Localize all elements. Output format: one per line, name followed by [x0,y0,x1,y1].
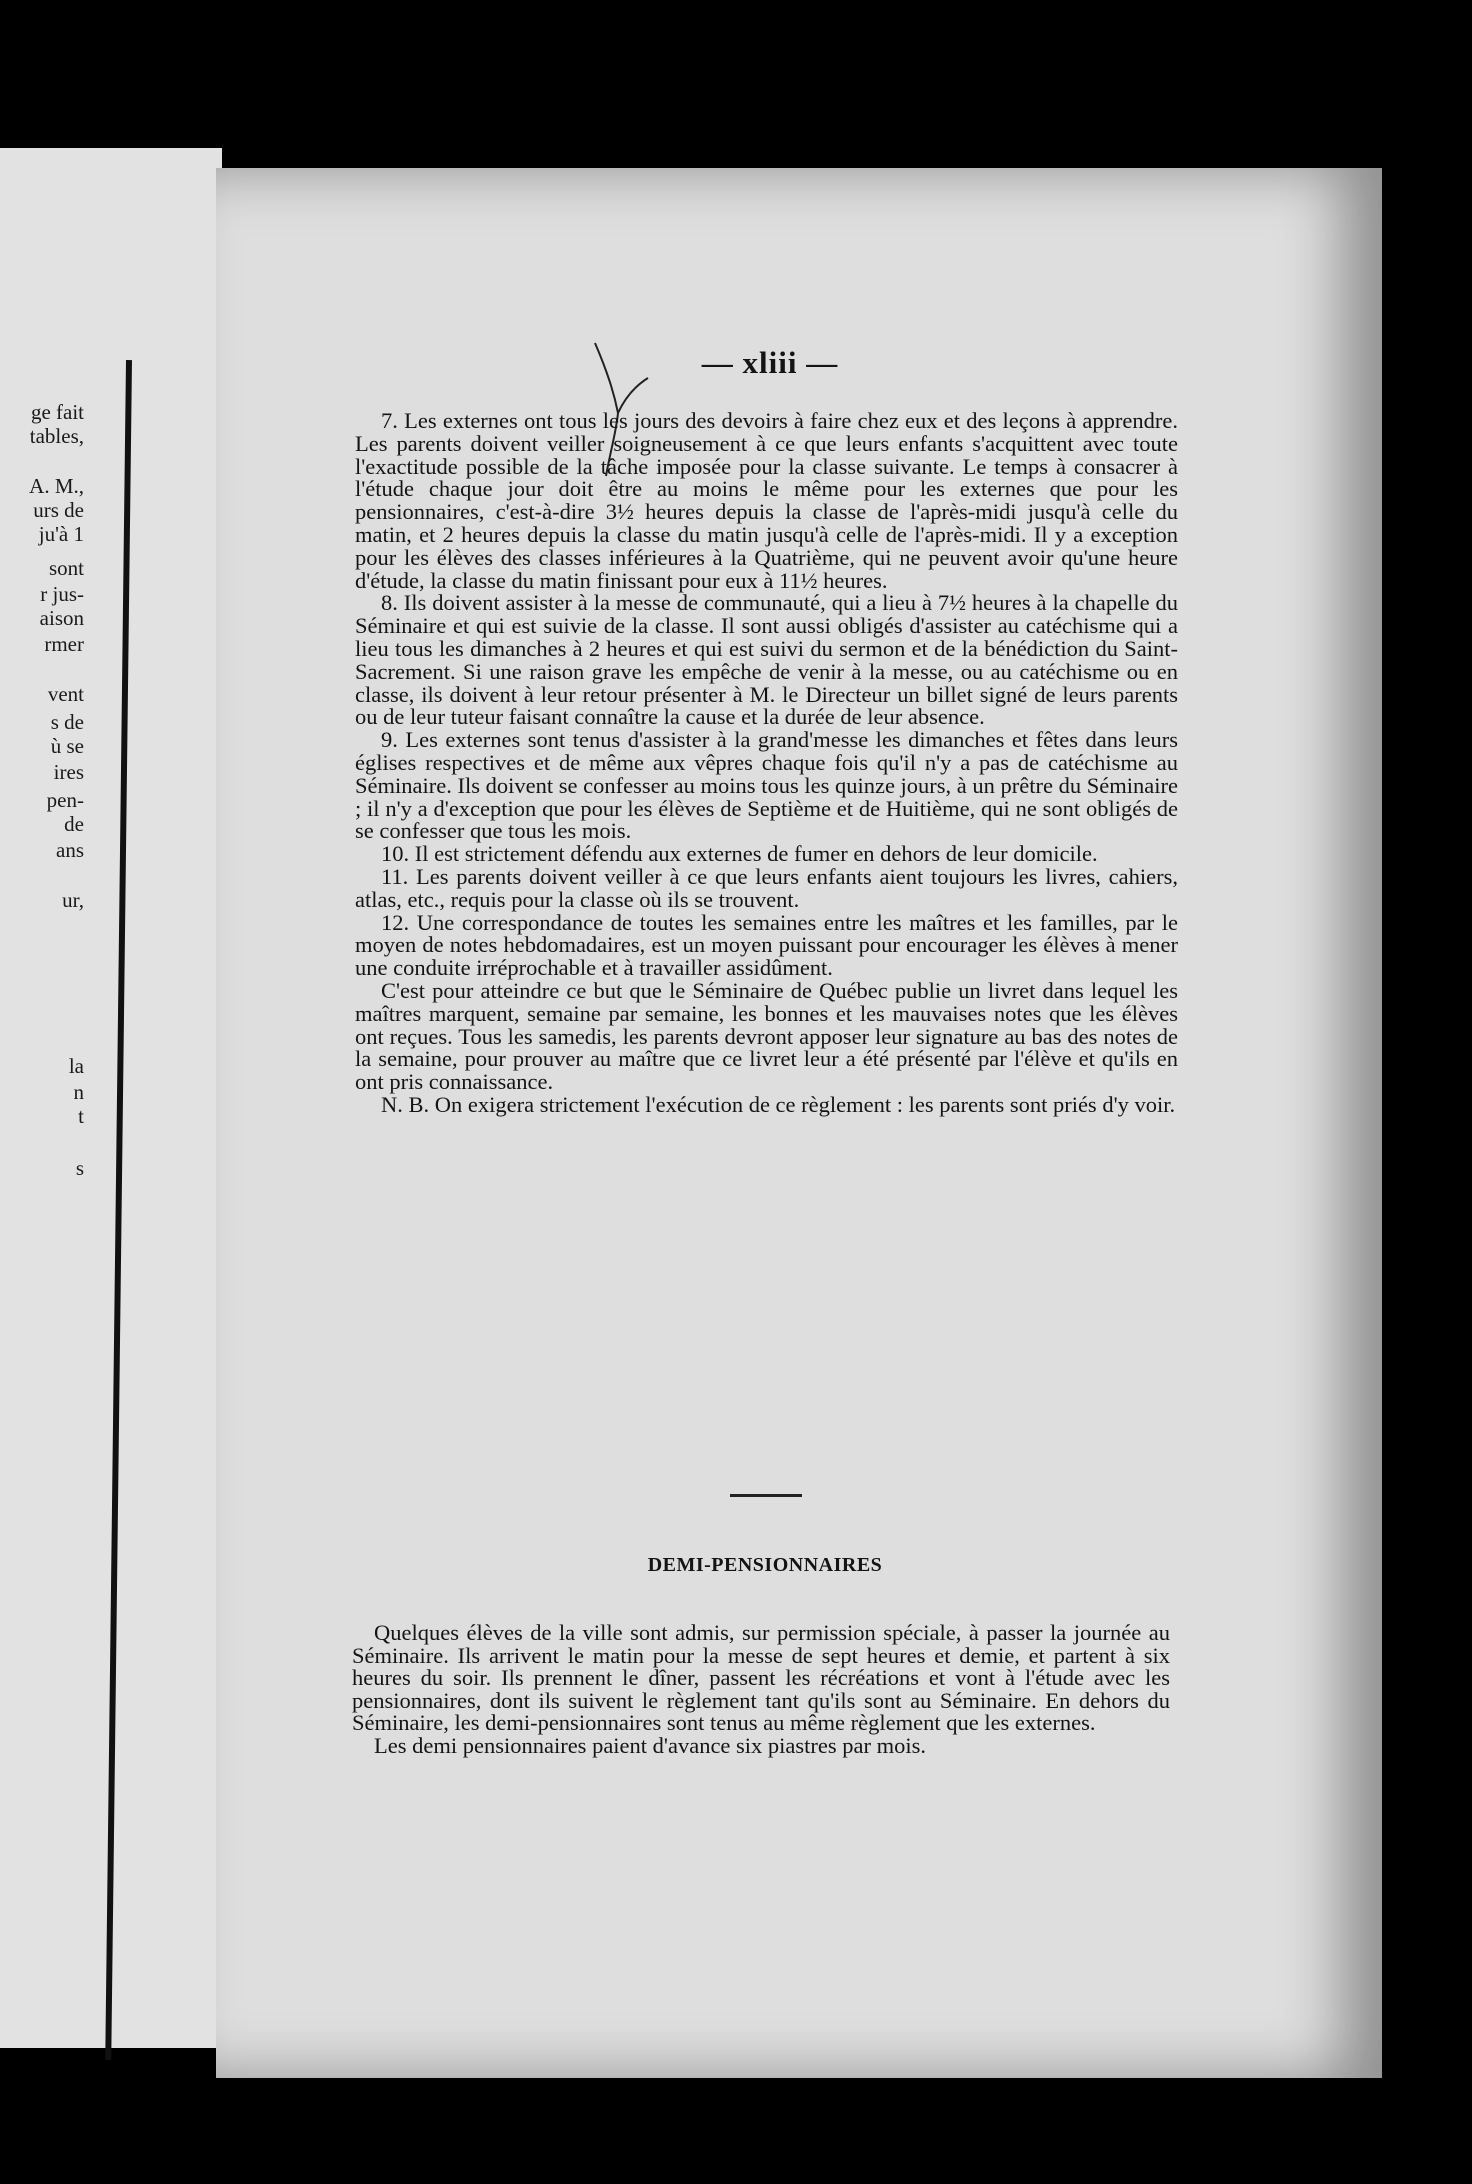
left-page-fragment: aison [39,606,84,630]
left-page-fragment: la [68,1054,84,1078]
left-page-fragment: t [78,1104,84,1128]
paragraph-12: 12. Une correspondance de toutes les semaines entre les maîtres et les familles, par le moyen de notes hebdomadaires, est un moyen puissant pour encourager les élèves à mener une conduite irréprochable et à travailler assidûment. [355,909,1178,981]
left-page-fragment: urs de [33,498,84,522]
left-page-fragment: ge fait [30,400,84,424]
paragraph-8: 8. Ils doivent assister à la messe de communauté, qui a lieu à 7½ heures à la chapelle du Séminaire et qui est suivie de la classe. Il sont aussi obligés d'assister au catéchisme qui a lieu tous les dimanches à 2 heures et qui est suivi du sermon et de la bénédiction du Saint-Sacrement. Si une raison grave les empêche de venir à la messe, ou au catéchisme ou en classe, ils doivent à leur retour présenter à M. le Directeur un billet signé de leurs parents ou de leur tuteur faisant connaître la cause et la durée de leur absence. [355,590,1178,730]
left-page-fragment: ju'à 1 [38,522,84,546]
section-divider [730,1494,802,1497]
paragraph-nb: N. B. On exigera strictement l'exécution de ce règlement : les parents sont priés d'y voir. [381,1091,1176,1117]
left-page-fragment: ù se [50,734,84,758]
left-page-fragment: ur, [62,888,84,912]
paragraph-7: 7. Les externes ont tous les jours des devoirs à faire chez eux et des leçons à apprendre. Les parents doivent veiller soigneusement à ce que leurs enfants s'acquittent avec toute l'exactitude possible de la tâche imposée pour la classe suivante. Le temps à consacrer à l'étude chaque jour doit être au moins le même pour les externes que pour les pensionnaires, c'est-à-dire 3½ heures depuis la classe de l'après-midi jusqu'à celle du matin, et 2 heures depuis la classe du matin jusqu'à celle de l'après-midi. Il y a exception pour les élèves des classes inférieures à la Quatrième, qui ne peuvent avoir qu'une heure d'étude, la classe du matin finissant pour eux à 11½ heures. [355,408,1178,593]
left-page-fragment: sont [48,556,84,580]
paragraph-10: 10. Il est strictement défendu aux externes de fumer en dehors de leur domicile. [381,841,1098,867]
section-paragraph: Quelques élèves de la ville sont admis, sur permission spéciale, à passer la journée au Séminaire. Ils arrivent le matin pour la messe de sept heures et demie, et partent à six heures du soir. Ils prennent le dîner, passent les récréations et vont à l'étude avec les pensionnaires, dont ils suivent le règlement tant qu'ils sont au Séminaire. En dehors du Séminaire, les demi-pensionnaires sont tenus au même règlement que les externes. [352,1620,1170,1735]
left-page-fragment: tables, [29,424,84,448]
paragraph-livret: C'est pour atteindre ce but que le Séminaire de Québec publie un livret dans lequel les maîtres marquent, semaine par semaine, les bonnes et les mauvaises notes que les élèves ont reçues. Tous les samedis, les parents devront apposer leur signature au bas des notes de la semaine, pour prouver au maître que ce livret leur a été présenté par l'élève et qu'ils en ont pris connaissance. [355,977,1178,1095]
left-page-fragment: ans [56,838,84,862]
paragraph-11: 11. Les parents doivent veiller à ce que leurs enfants aient toujours les livres, cahiers, atlas, etc., requis pour la classe où ils se trouvent. [355,863,1178,912]
left-page-fragment: pen- [46,788,84,812]
section-title: DEMI-PENSIONNAIRES [647,1554,883,1576]
left-page-fragment: ires [53,760,84,784]
rules-text [355,410,1178,1117]
left-page-fragment: vent [47,682,84,706]
section-paragraph: Les demi pensionnaires paient d'avance six piastres par mois. [374,1732,927,1758]
left-page-fragment: A. M., [29,474,84,498]
left-page-fragment: s de [50,710,84,734]
left-page-fragment: s [75,1156,84,1180]
demi-pensionnaires-text [352,1622,1170,1757]
left-page-fragment: r jus- [40,582,84,606]
page-number: — xliii — [701,345,839,380]
left-page-fragment: de [64,812,84,836]
left-page-fragment: n [73,1080,84,1104]
left-page-fragment: rmer [44,632,84,656]
paragraph-9: 9. Les externes sont tenus d'assister à la grand'messe les dimanches et fêtes dans leurs églises respectives et de même aux vêpres chaque fois qu'il n'y a pas de catéchisme au Séminaire. Ils doivent se confesser au moins tous les quinze jours, à un prêtre du Séminaire ; il n'y a d'exception que pour les élèves de Septième et de Huitième, qui ne sont obligés de se confesser que tous les mois. [355,727,1178,844]
